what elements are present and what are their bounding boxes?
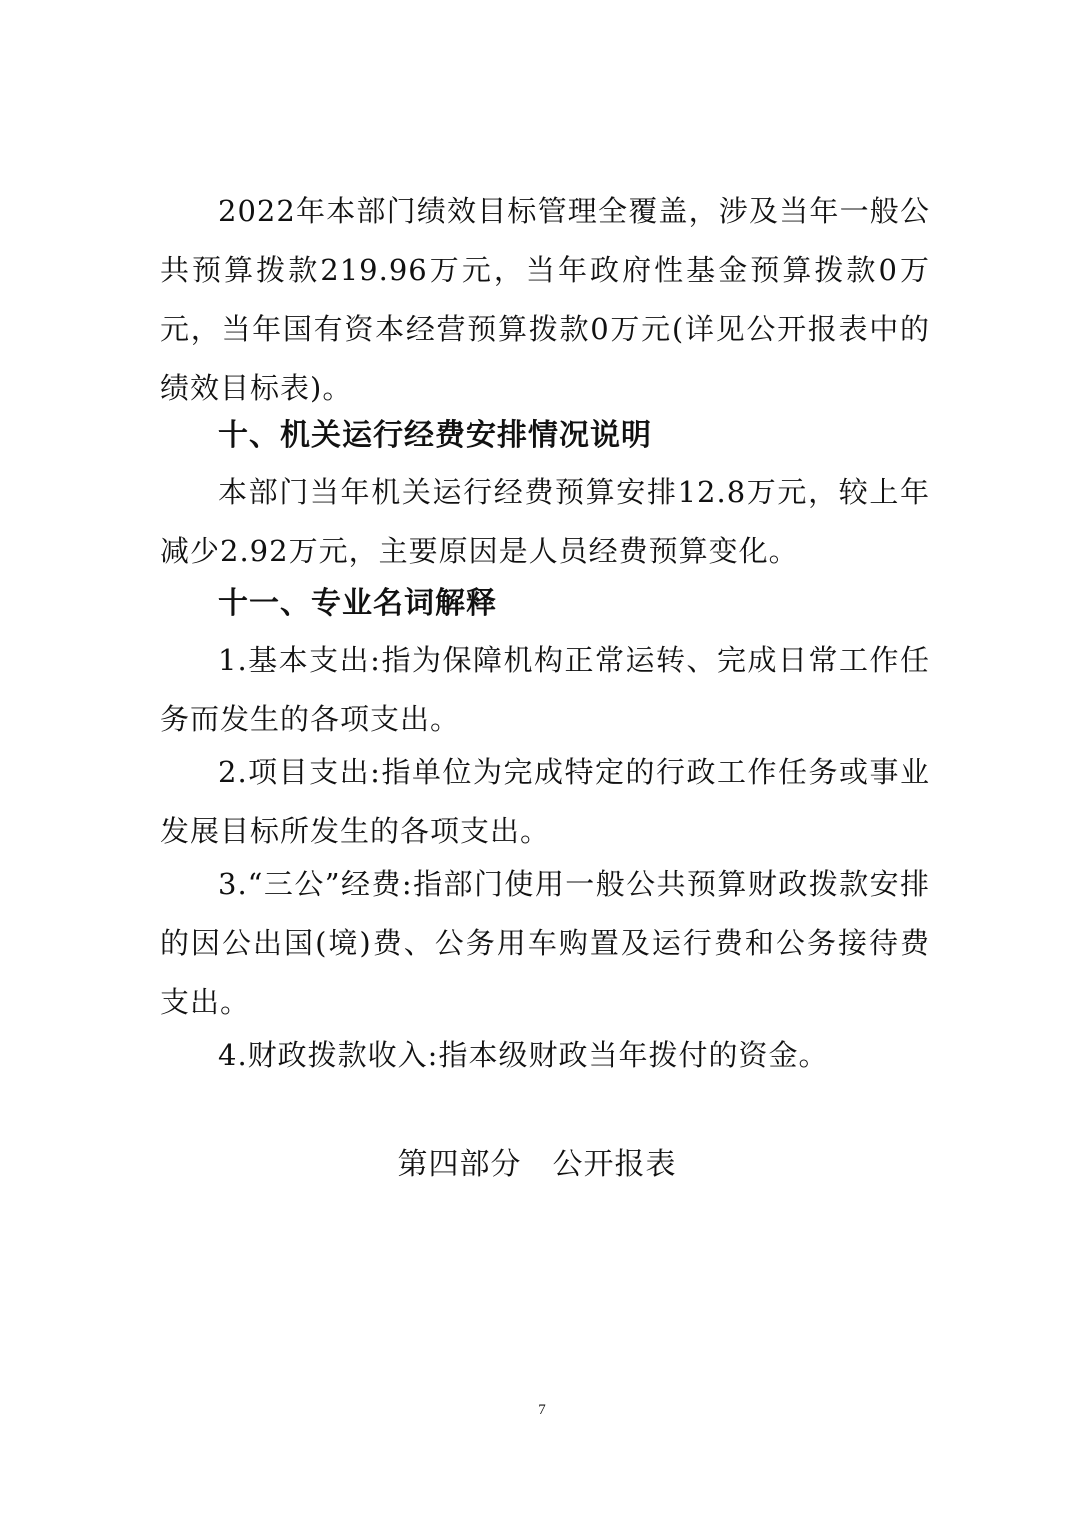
section-11-heading: 十一、专业名词解释 [218, 586, 497, 621]
term-project-expenditure: 2.项目支出:指单位为完成特定的行政工作任务或事业发展目标所发生的各项支出。 [160, 755, 930, 848]
term-basic-expenditure: 1.基本支出:指为保障机构正常运转、完成日常工作任务而发生的各项支出。 [160, 643, 930, 736]
term-fiscal-appropriation-income: 4.财政拨款收入:指本级财政当年拨付的资金。 [218, 1038, 829, 1072]
performance-paragraph: 2022年本部门绩效目标管理全覆盖，涉及当年一般公共预算拨款219.96万元，当年政府性基金预算拨款0万元，当年国有资本经营预算拨款0万元(详见公开报表中的绩效目标表)。 [160, 194, 930, 405]
section-10-heading: 十、机关运行经费安排情况说明 [218, 418, 652, 453]
part-four-title: 第四部分 公开报表 [397, 1147, 677, 1182]
section-10-body: 本部门当年机关运行经费预算安排12.8万元，较上年减少2.92万元，主要原因是人员经费预算变化。 [160, 475, 930, 568]
page-number: 7 [538, 1402, 546, 1418]
term-three-public-expenses: 3.“三公”经费:指部门使用一般公共预算财政拨款安排的因公出国(境)费、公务用车购置及运行费和公务接待费支出。 [160, 867, 930, 1019]
